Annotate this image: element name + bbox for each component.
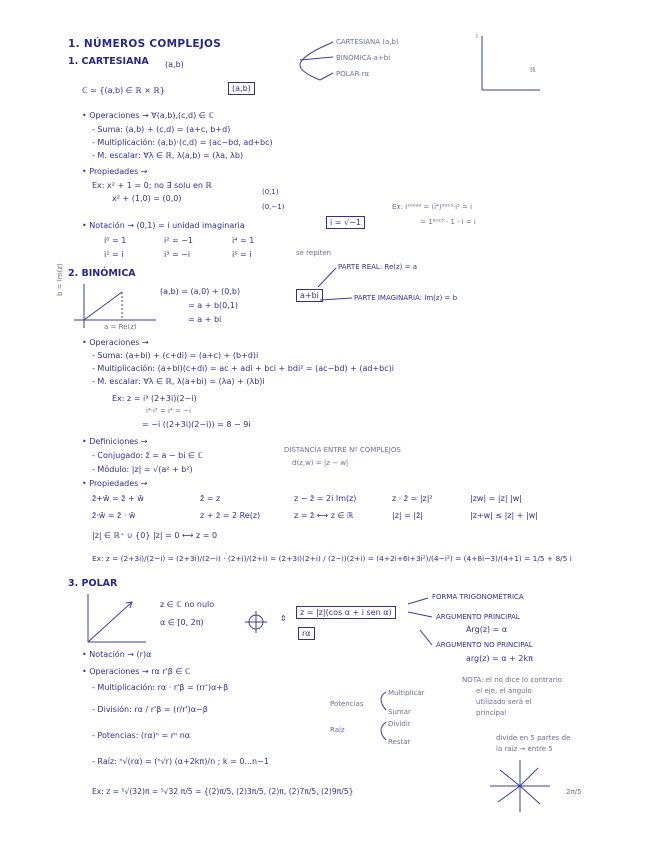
polar-example: Ex: z = ⁵√(32)π = ⁵√32 π/5 = {(2)π/5, (2)3π/5, (2)π, (2)7π/5, (2)9π/5} [92,787,354,796]
notation-box: i = √−1 [326,216,365,229]
prop-r2-c4: |z| = |z̄| [392,511,423,520]
binomial-ops-title: • Operaciones → [82,338,149,347]
polar-formula-box: z = |z|(cos α + i sen α) [296,606,396,619]
polar-heading: 3. POLAR [68,578,118,589]
prop-r2-c2: z + z̄ = 2 Re(z) [200,511,261,520]
distance-title: DISTANCIA ENTRE Nº COMPLEJOS [284,446,401,454]
power-4: i⁴ = 1 [232,236,255,245]
polar-op-root: - Raíz: ⁿ√(rα) = (ⁿ√r) (α+2kπ)/n ; k = 0...n−1 [92,757,269,766]
roots-circle-sketch [486,756,566,816]
prop-last: |z| ∈ ℝ⁺ ∪ {0} |z| = 0 ⟷ z = 0 [92,531,218,540]
cartesian-pair: (a,b) [165,60,184,69]
form-binomial: BINÓMICA a+bi [336,54,391,62]
prop-r1-c2: z̄̄ = z [200,494,221,503]
roots-note-2: la raíz → entre 5 [496,745,553,753]
form-polar: POLAR rα [336,70,370,78]
power-2: i² = −1 [164,236,194,245]
def-modulus: - Módulo: |z| = √(a² + b²) [92,465,193,474]
note-multiplicar: Multiplicar [388,689,425,697]
prop-sol-1: (0,1) [262,188,279,196]
prop-ex-1: Ex: x² + 1 = 0; no ∃ solu en ℝ [92,181,212,190]
prop-r1-c1: z̄+w̄ = z̄ + w̄ [92,494,144,503]
form-cartesian: CARTESIANA (a,b) [336,38,399,46]
binomial-eq-3: = a + bi [188,315,222,324]
polar-notation: • Notación → (r)α [82,650,152,659]
binomial-ex-2: = −i ((2+3i)(2−i)) = 8 − 9i [142,420,251,429]
binomial-eq-1: (a,b) = (a,0) + (0,b) [160,287,241,296]
prop-sol-2: (0,−1) [262,203,285,211]
binomial-ex-mid: i⁴·i³ = i⁴ = −i [146,407,191,415]
section-title: 1. NÚMEROS COMPLEJOS [68,38,222,50]
note-sumar: Sumar [388,708,411,716]
note-line-1: NOTA: el no dice lo contrario [462,676,562,684]
props2-title: • Propiedades → [82,479,148,488]
binomial-ex2: Ex: z = (2+3i)/(2−i) = (2+3i)/(2−i) · (2+i)/(2+i) = (2+3i)(2+i) / (2−i)(2+i) = (4+2i+6i+3i²)/(4−i²) = (4+8i−3)/(4+1) = 1/5 + 8/5 i [92,554,572,563]
arg-principal-eq: Arg(z) = α [466,625,508,634]
roots-note-1: divide en 5 partes de [496,734,571,742]
binomial-eq-2: = a + b(0,1) [188,301,238,310]
polar-cond-2: α ∈ [0, 2π) [160,618,204,627]
note-raiz: Raíz [330,726,345,734]
power-5: i⁵ = i [232,250,252,259]
ops-title: • Operaciones → ∀(a,b),(c,d) ∈ ℂ [82,111,214,120]
note-line-3: utilizado será el [476,698,532,706]
prop-ex-2: x² + (1,0) = (0,0) [112,194,182,203]
powers-note: se repiten [296,249,332,257]
ex-right-1: Ex: i²⁰⁰⁹⁴ = (i⁴)⁵⁰²³·i² = i [392,203,473,211]
notation-line: • Notación → (0,1) = i unidad imaginaria [82,221,245,230]
polar-op-pow: - Potencias: (rα)ⁿ = rⁿ nα [92,731,191,740]
prop-r1-c3: z − z̄ = 2i Im(z) [294,494,357,503]
power-3: i³ = −i [164,250,191,259]
op-mult: - Multiplicación: (a,b)·(c,d) = (ac−bd, ad+bc) [92,138,273,147]
cartesian-definition: ℂ = {(a,b) ∈ ℝ × ℝ} [82,86,165,95]
axis-y-label: b = Im(z) [56,263,64,296]
prop-r2-c1: z̄·w̄ = z̄ · w̄ [92,511,136,520]
equivalence-symbol: ⇕ [280,614,287,623]
prop-r1-c5: |zw| = |z| |w| [470,494,522,503]
binomial-op-sum: - Suma: (a+bi) + (c+di) = (a+c) + (b+d)i [92,351,259,360]
note-line-4: principal [476,709,507,717]
defs-title: • Definiciones → [82,437,148,446]
prop-r2-c5: |z+w| ≤ |z| + |w| [470,511,538,520]
axis-x-label: a = Re(z) [104,323,137,331]
power-1: i¹ = i [104,250,124,259]
binomial-op-scalar: - M. escalar: ∀λ ∈ ℝ, λ(a+bi) = (λa) + (λb)i [92,377,265,386]
polar-op-div: - División: rα / r'β = (r/r')α−β [92,705,208,714]
arg-nonprincipal-eq: arg(z) = α + 2kπ [466,654,533,663]
binomial-op-mult: - Multiplicación: (a+bi)(c+di) = ac + adi + bci + bdi² = (ac−bd) + (ad+bc)i [92,364,394,373]
arg-nonprincipal-label: ARGUMENTO NO PRINCIPAL [436,641,533,649]
note-restar: Restar [388,738,411,746]
binomial-box: a+bi [296,289,323,302]
op-scalar: - M. escalar: ∀λ ∈ ℝ, λ(a,b) = (λa, λb) [92,151,244,160]
def-conjugate: - Conjugado: z̄ = a − bi ∈ ℂ [92,451,204,460]
distance-formula: d(z,w) = |z − w| [292,459,349,467]
arg-principal-label: ARGUMENTO PRINCIPAL [436,613,520,621]
polar-op-mult: - Multiplicación: rα · r'β = (rr')α+β [92,683,229,692]
polar-cond-1: z ∈ ℂ no nulo [160,600,215,609]
prop-r2-c3: z = z̄ ⟷ z ∈ ℝ [294,511,354,520]
binomial-ex-1: Ex: z = i³ (2+3i)(2−i) [112,394,197,403]
props-title: • Propiedades → [82,167,148,176]
binomial-heading: 2. BINÓMICA [68,268,136,279]
polar-ops-title: • Operaciones → rα r'β ∈ ℂ [82,667,191,676]
imag-part-label: PARTE IMAGINARIA: Im(z) = b [354,294,458,302]
trig-form-label: FORMA TRIGONOMÉTRICA [432,593,524,601]
prop-r1-c4: z · z̄ = |z|² [392,494,433,503]
polar-short-box: rα [298,627,315,640]
note-dividir: Dividir [388,720,411,728]
real-part-label: PARTE REAL: Re(z) = a [338,263,417,271]
cartesian-box: (a,b) [228,82,255,95]
plane-r-label: ℝ [530,66,536,74]
note-potencias: Potencias [330,700,364,708]
cartesian-heading: 1. CARTESIANA [68,56,149,67]
ex-right-2: = 1⁵⁰²³ · 1 · i = i [420,218,476,226]
op-sum: - Suma: (a,b) + (c,d) = (a+c, b+d) [92,125,231,134]
note-line-2: el eje, el ángulo [476,687,532,695]
power-0: i⁰ = 1 [104,236,127,245]
circle-angle-label: 2π/5 [566,788,582,796]
plane-i-label: i [476,32,478,40]
